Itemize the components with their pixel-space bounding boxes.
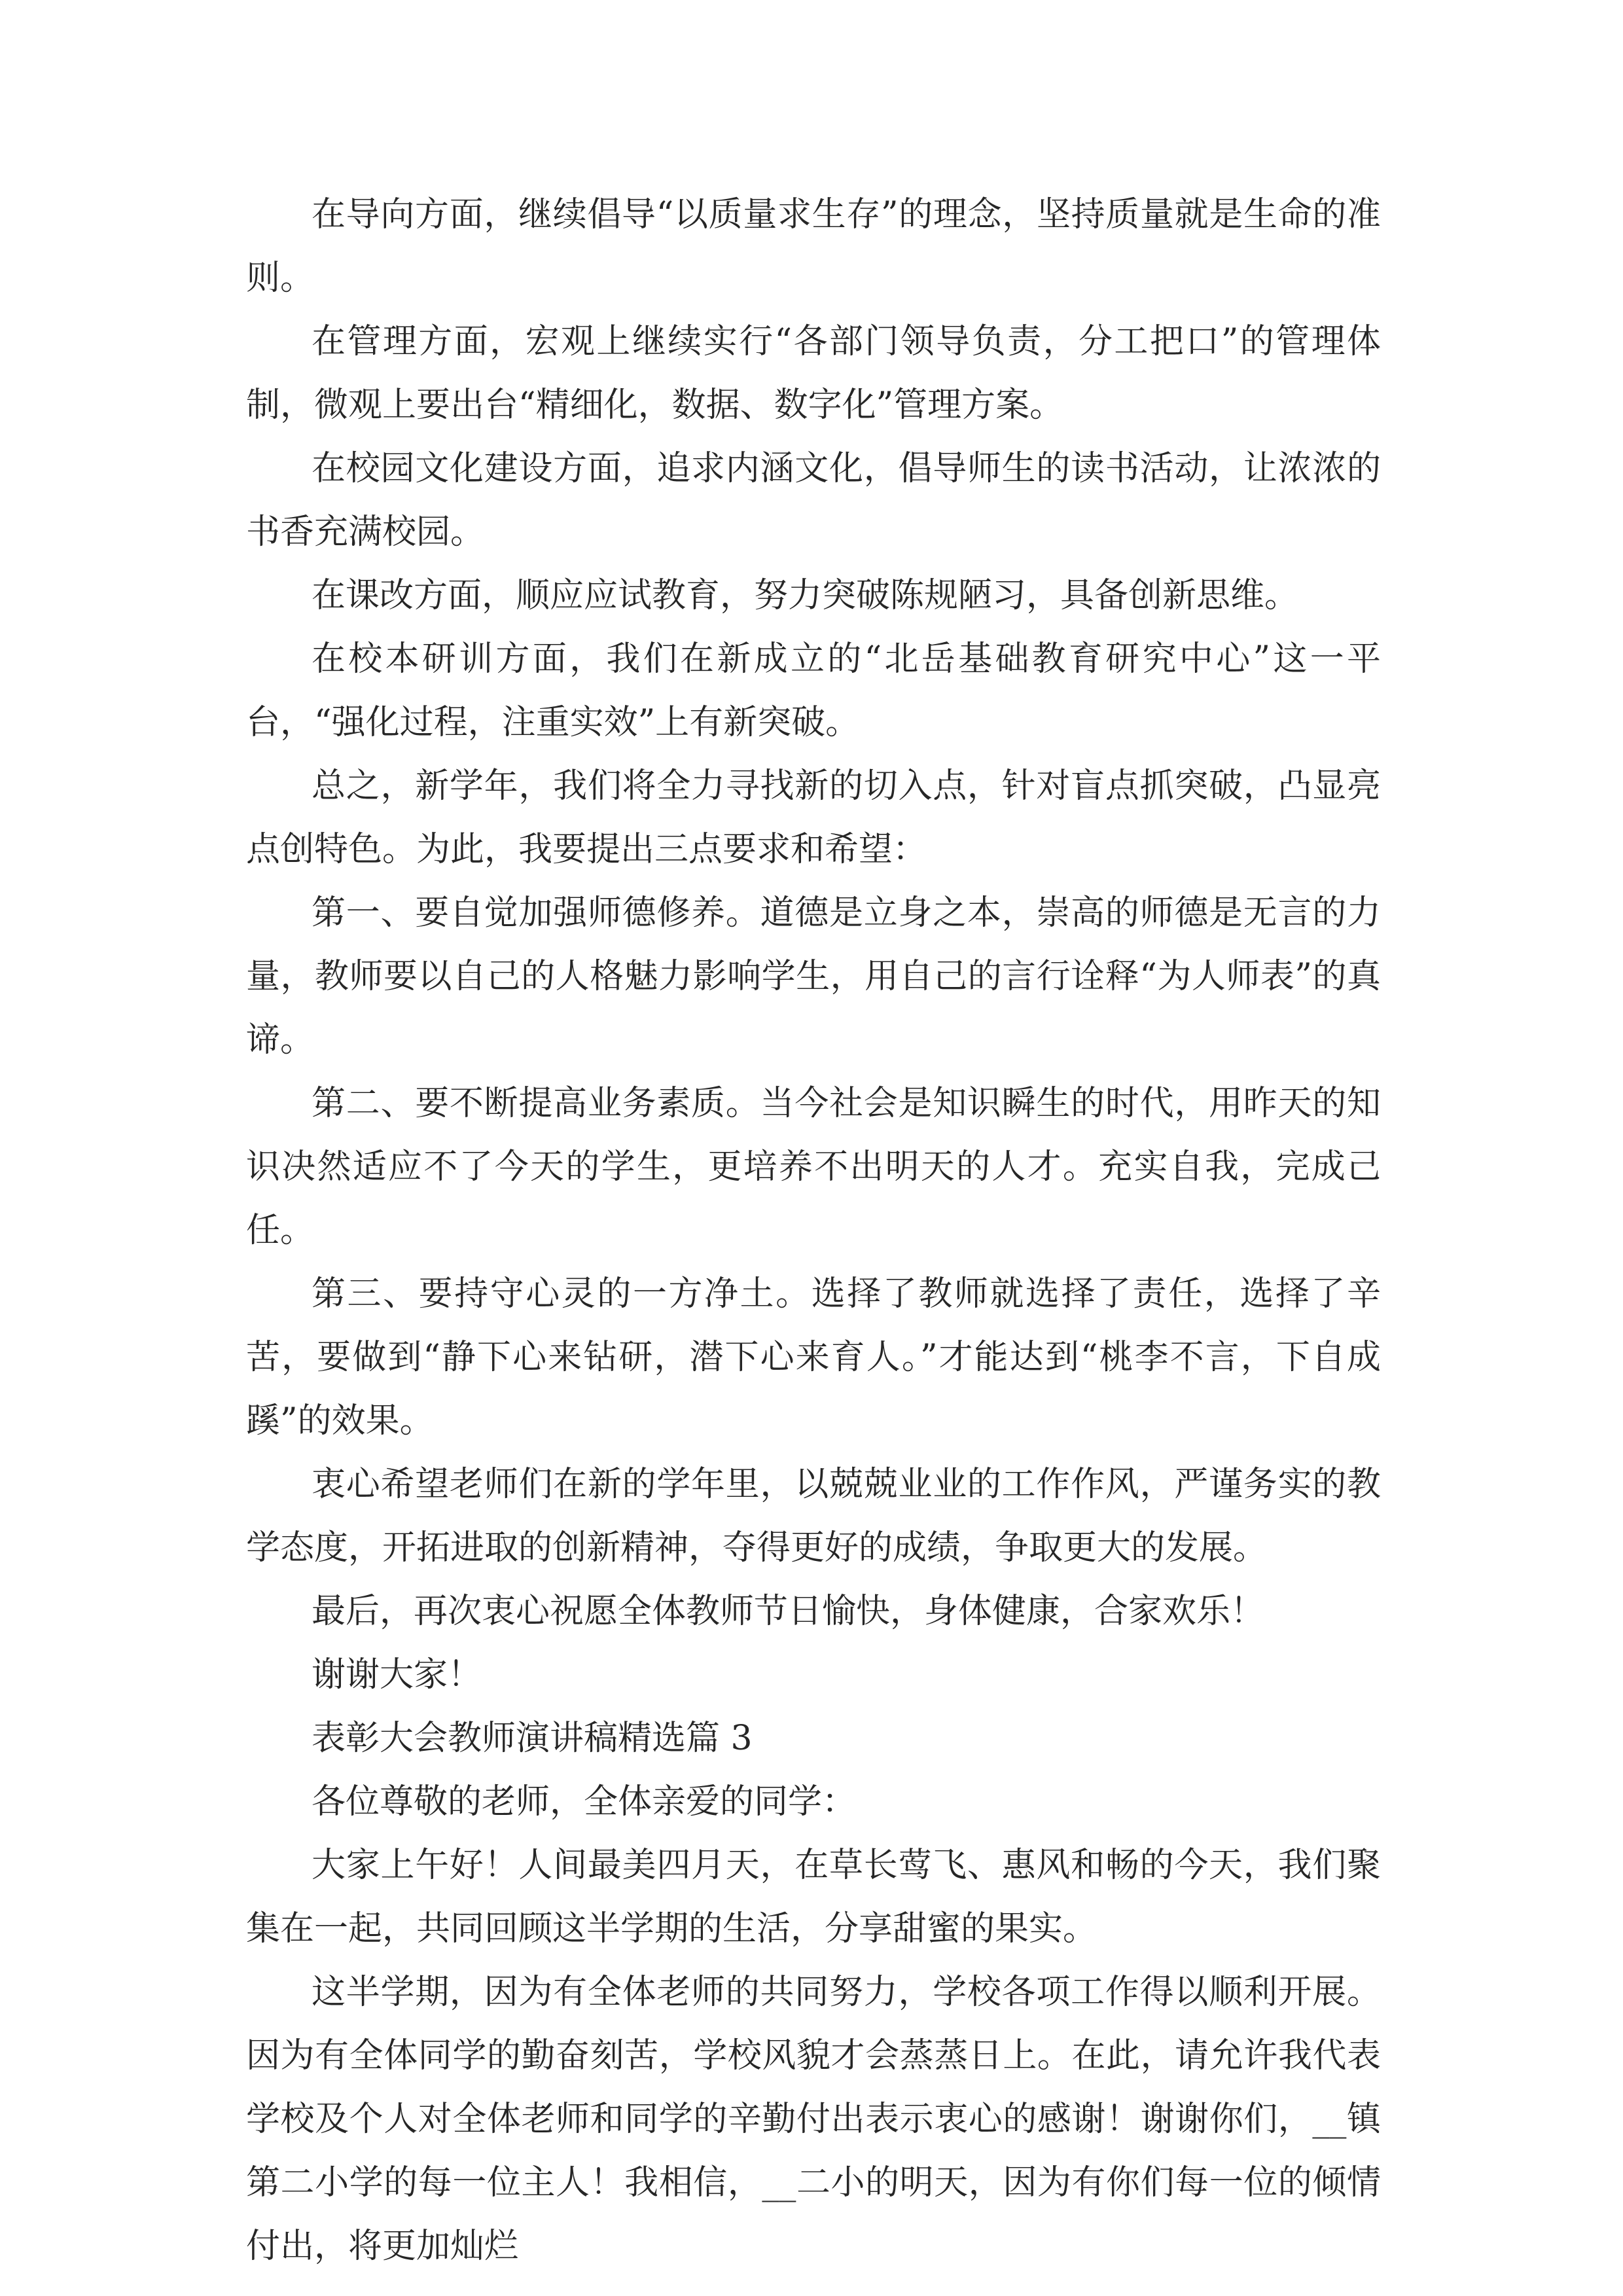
paragraph: 在课改方面，顺应应试教育，努力突破陈规陋习，具备创新思维。 (312, 576, 1299, 615)
paragraph: 总之，新学年，我们将全力寻找新的切入点，针对盲点抓突破，凸显亮点创特色。为此，我要提出三点要求和希望： (246, 766, 1381, 869)
paragraph: 这半学期，因为有全体老师的共同努力，学校各项工作得以顺利开展。因为有全体同学的勤奋刻苦，学校风貌才会蒸蒸日上。在此，请允许我代表学校及个人对全体老师和同学的辛勤付出表示衷心的感谢！谢谢你们，__镇第二小学的每一位主人！我相信，__二小的明天，因为有你们每一位的倾情付出，将更加灿烂 (246, 1973, 1381, 2266)
paragraph: 最后，再次衷心祝愿全体教师节日愉快，身体健康，合家欢乐！ (312, 1592, 1265, 1631)
paragraph: 大家上午好！人间最美四月天，在草长莺飞、惠风和畅的今天，我们聚集在一起，共同回顾这半学期的生活，分享甜蜜的果实。 (246, 1846, 1381, 1948)
paragraph: 在校园文化建设方面，追求内涵文化，倡导师生的读书活动，让浓浓的书香充满校园。 (246, 449, 1381, 552)
paragraph: 衷心希望老师们在新的学年里，以兢兢业业的工作作风，严谨务实的教学态度，开拓进取的创新精神，夺得更好的成绩，争取更大的发展。 (246, 1465, 1381, 1568)
document-page (246, 183, 1381, 2278)
section-heading: 表彰大会教师演讲稿精选篇 3 (312, 1719, 753, 1758)
paragraph: 第三、要持守心灵的一方净土。选择了教师就选择了责任，选择了辛苦，要做到“静下心来钻研，潜下心来育人。”才能达到“桃李不言，下自成蹊”的效果。 (246, 1274, 1381, 1441)
salutation: 各位尊敬的老师，全体亲爱的同学： (312, 1782, 857, 1821)
paragraph: 在管理方面，宏观上继续实行“各部门领导负责，分工把口”的管理体制，微观上要出台“精细化，数据、数字化”管理方案。 (246, 322, 1381, 425)
paragraph: 第二、要不断提高业务素质。当今社会是知识瞬生的时代，用昨天的知识决然适应不了今天的学生，更培养不出明天的人才。充实自我，完成己任。 (246, 1084, 1381, 1250)
paragraph: 在导向方面，继续倡导“以质量求生存”的理念，坚持质量就是生命的准则。 (246, 195, 1381, 298)
paragraph: 在校本研训方面，我们在新成立的“北岳基础教育研究中心”这一平台，“强化过程，注重实效”上有新突破。 (246, 639, 1381, 742)
paragraph: 谢谢大家！ (312, 1655, 482, 1695)
paragraph: 第一、要自觉加强师德修养。道德是立身之本，崇高的师德是无言的力量，教师要以自己的人格魅力影响学生，用自己的言行诠释“为人师表”的真谛。 (246, 893, 1381, 1060)
